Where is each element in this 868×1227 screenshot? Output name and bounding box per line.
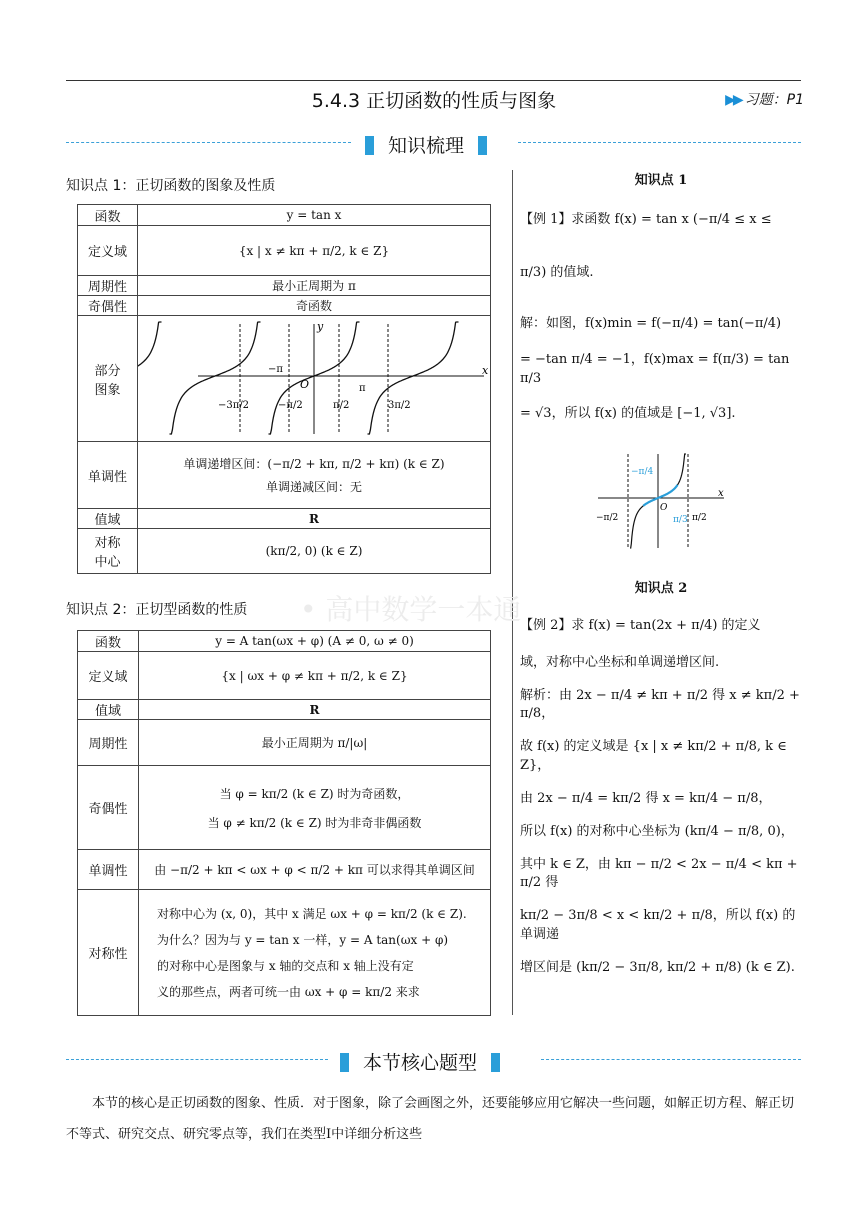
ex2-sol1: 解析：由 2x − π/4 ≠ kπ + π/2 得 x ≠ kπ/2 + π/8， (520, 687, 800, 722)
cell-value: (kπ/2, 0) (k ∈ Z) (138, 529, 491, 574)
cell-value: 最小正周期为 π/|ω| (139, 720, 491, 766)
kp2-table (77, 630, 491, 1016)
right-column (520, 172, 802, 424)
tan-branch (170, 322, 261, 434)
ex1-sol2: = −tan π/4 = −1，f(x)max = f(π/3) = tan π/3 (520, 352, 790, 387)
cell-value: 当 φ = kπ/2 (k ∈ Z) 时为奇函数， 当 φ ≠ kπ/2 (k ∈ Z) 时为非奇非偶函数 (139, 766, 491, 850)
tick-pi3: π/3 (673, 515, 688, 525)
bar-icon (491, 1053, 500, 1072)
homework-ref (725, 89, 804, 109)
kp2-heading: 知识点 2：正切型函数的性质 (66, 602, 248, 618)
cell-header: 单调性 (78, 850, 139, 890)
divider-left (66, 1059, 328, 1060)
tick-pi: π (359, 383, 366, 394)
cell-value: 由 −π/2 + kπ < ωx + φ < π/2 + kπ 可以求得其单调区间 (139, 850, 491, 890)
kp1-table (77, 204, 491, 574)
cell-value: 最小正周期为 π (138, 276, 491, 296)
axis-x-label: x (718, 488, 724, 499)
cell-header: 周期性 (78, 720, 139, 766)
kp1-heading: 知识点 1：正切函数的图象及性质 (66, 178, 276, 194)
cell-value: 奇函数 (138, 296, 491, 316)
section-title: 本节核心题型 (363, 1052, 478, 1074)
ex2-sol5: 其中 k ∈ Z，由 kπ − π/2 < 2x − π/4 < kπ + π/2 得 (520, 856, 798, 891)
cell-header: 函数 (78, 631, 139, 652)
cell-value: y = A tan(ωx + φ) (A ≠ 0, ω ≠ 0) (139, 631, 491, 652)
cell-header: 函数 (78, 205, 138, 226)
ex1-sol1: 解：如图，f(x)min = f(−π/4) = tan(−π/4) (520, 315, 782, 331)
ex2-sol7: 增区间是 (kπ/2 − 3π/8, kπ/2 + π/8) (k ∈ Z). (520, 959, 795, 975)
tick-pi2: π/2 (333, 400, 350, 411)
tan-graph (138, 316, 490, 438)
cell-value: 对称中心为 (x, 0)，其中 x 满足 ωx + φ = kπ/2 (k ∈ Z). 为什么？因为与 y = tan x 一样，y = A tan(ωx + φ) 的对称中心是图象与 x 轴的交点和 x 轴上没有定 义的那些点，两者可统一由 ωx + φ = kπ/2 来求 (139, 890, 491, 1016)
ex1-line2: π/3) 的值域. (520, 264, 594, 280)
origin-label: O (660, 503, 668, 513)
tan-branch (138, 322, 162, 434)
ex2-line1: 【例 2】求 f(x) = tan(2x + π/4) 的定义 (520, 617, 761, 633)
divider-right (518, 142, 801, 143)
cell-header: 定义域 (78, 652, 139, 700)
bar-icon (478, 136, 487, 155)
right-column-2 (520, 580, 802, 978)
cell-header: 定义域 (78, 226, 138, 276)
origin-label: O (300, 378, 310, 391)
watermark: • 高中数学一本通 (300, 593, 522, 626)
bar-icon (365, 136, 374, 155)
section-heading-1 (365, 131, 487, 158)
tan-branch (368, 322, 459, 434)
cell-value: y = tan x (138, 205, 491, 226)
cell-header: 值域 (78, 700, 139, 720)
cell-header: 单调性 (78, 442, 138, 509)
cell-header: 值域 (78, 509, 138, 529)
tick-mpi4: −π/4 (631, 467, 654, 477)
cell-header: 对称性 (78, 890, 139, 1016)
ex2-sol4: 所以 f(x) 的对称中心坐标为 (kπ/4 − π/8, 0)， (520, 823, 794, 839)
axis-y-label: y (317, 320, 324, 333)
tick-p3pi2: 3π/2 (388, 400, 411, 411)
tick-m3pi2: −3π/2 (218, 400, 250, 411)
tick-pi2: π/2 (692, 513, 707, 523)
tick-mpi2: −π/2 (596, 513, 619, 523)
cell-graph (138, 316, 491, 442)
divider-left (66, 142, 351, 143)
cell-header: 奇偶性 (78, 766, 139, 850)
kp2-label: 知识点 2 (634, 581, 688, 596)
arrow-icon: ▶▶ (725, 92, 741, 108)
cell-header: 周期性 (78, 276, 138, 296)
core-paragraph: 本节的核心是正切函数的图象、性质．对于图象，除了会画图之外，还要能够应用它解决一些问题，如解正切方程、解正切不等式、研究交点、研究零点等，我们在类型Ⅰ中详细分析这些 (66, 1096, 795, 1142)
divider-right (541, 1059, 801, 1060)
cell-value: {x | ωx + φ ≠ kπ + π/2, k ∈ Z} (139, 652, 491, 700)
cell-value: 单调递增区间：(−π/2 + kπ, π/2 + kπ) (k ∈ Z) 单调递减区间：无 (138, 442, 491, 509)
cell-header: 对称 中心 (78, 529, 138, 574)
cell-value: {x | x ≠ kπ + π/2, k ∈ Z} (138, 226, 491, 276)
section-title: 知识梳理 (388, 135, 465, 157)
ex2-sol3: 由 2x − π/4 = kπ/2 得 x = kπ/4 − π/8， (520, 790, 772, 806)
cell-value: R (138, 509, 491, 529)
ex1-graph (592, 452, 732, 552)
ex2-sol6: kπ/2 − 3π/8 < x < kπ/2 + π/8，所以 f(x) 的单调递 (520, 908, 796, 943)
ex1-sol3: = √3，所以 f(x) 的值域是 [−1, √3]. (520, 406, 736, 422)
section-heading-2 (340, 1048, 500, 1075)
bar-icon (340, 1053, 349, 1072)
ex1-line1: 【例 1】求函数 f(x) = tan x (−π/4 ≤ x ≤ (520, 211, 772, 227)
tick-mpi2: −π/2 (278, 400, 303, 411)
header-rule (66, 80, 801, 81)
kp1-label: 知识点 1 (634, 173, 688, 188)
axis-x-label: x (482, 364, 489, 377)
tick-negpi: −π (268, 364, 283, 375)
cell-header: 奇偶性 (78, 296, 138, 316)
cell-value: R (139, 700, 491, 720)
ex2-line2: 域，对称中心坐标和单调递增区间. (520, 654, 720, 670)
ex2-sol2: 故 f(x) 的定义域是 {x | x ≠ kπ/2 + π/8, k ∈ Z}， (520, 739, 787, 774)
cell-header: 部分 图象 (78, 316, 138, 442)
page-title: 5.4.3 正切函数的性质与图象 (311, 90, 557, 112)
homework-label: 习题：P1 (744, 92, 804, 108)
